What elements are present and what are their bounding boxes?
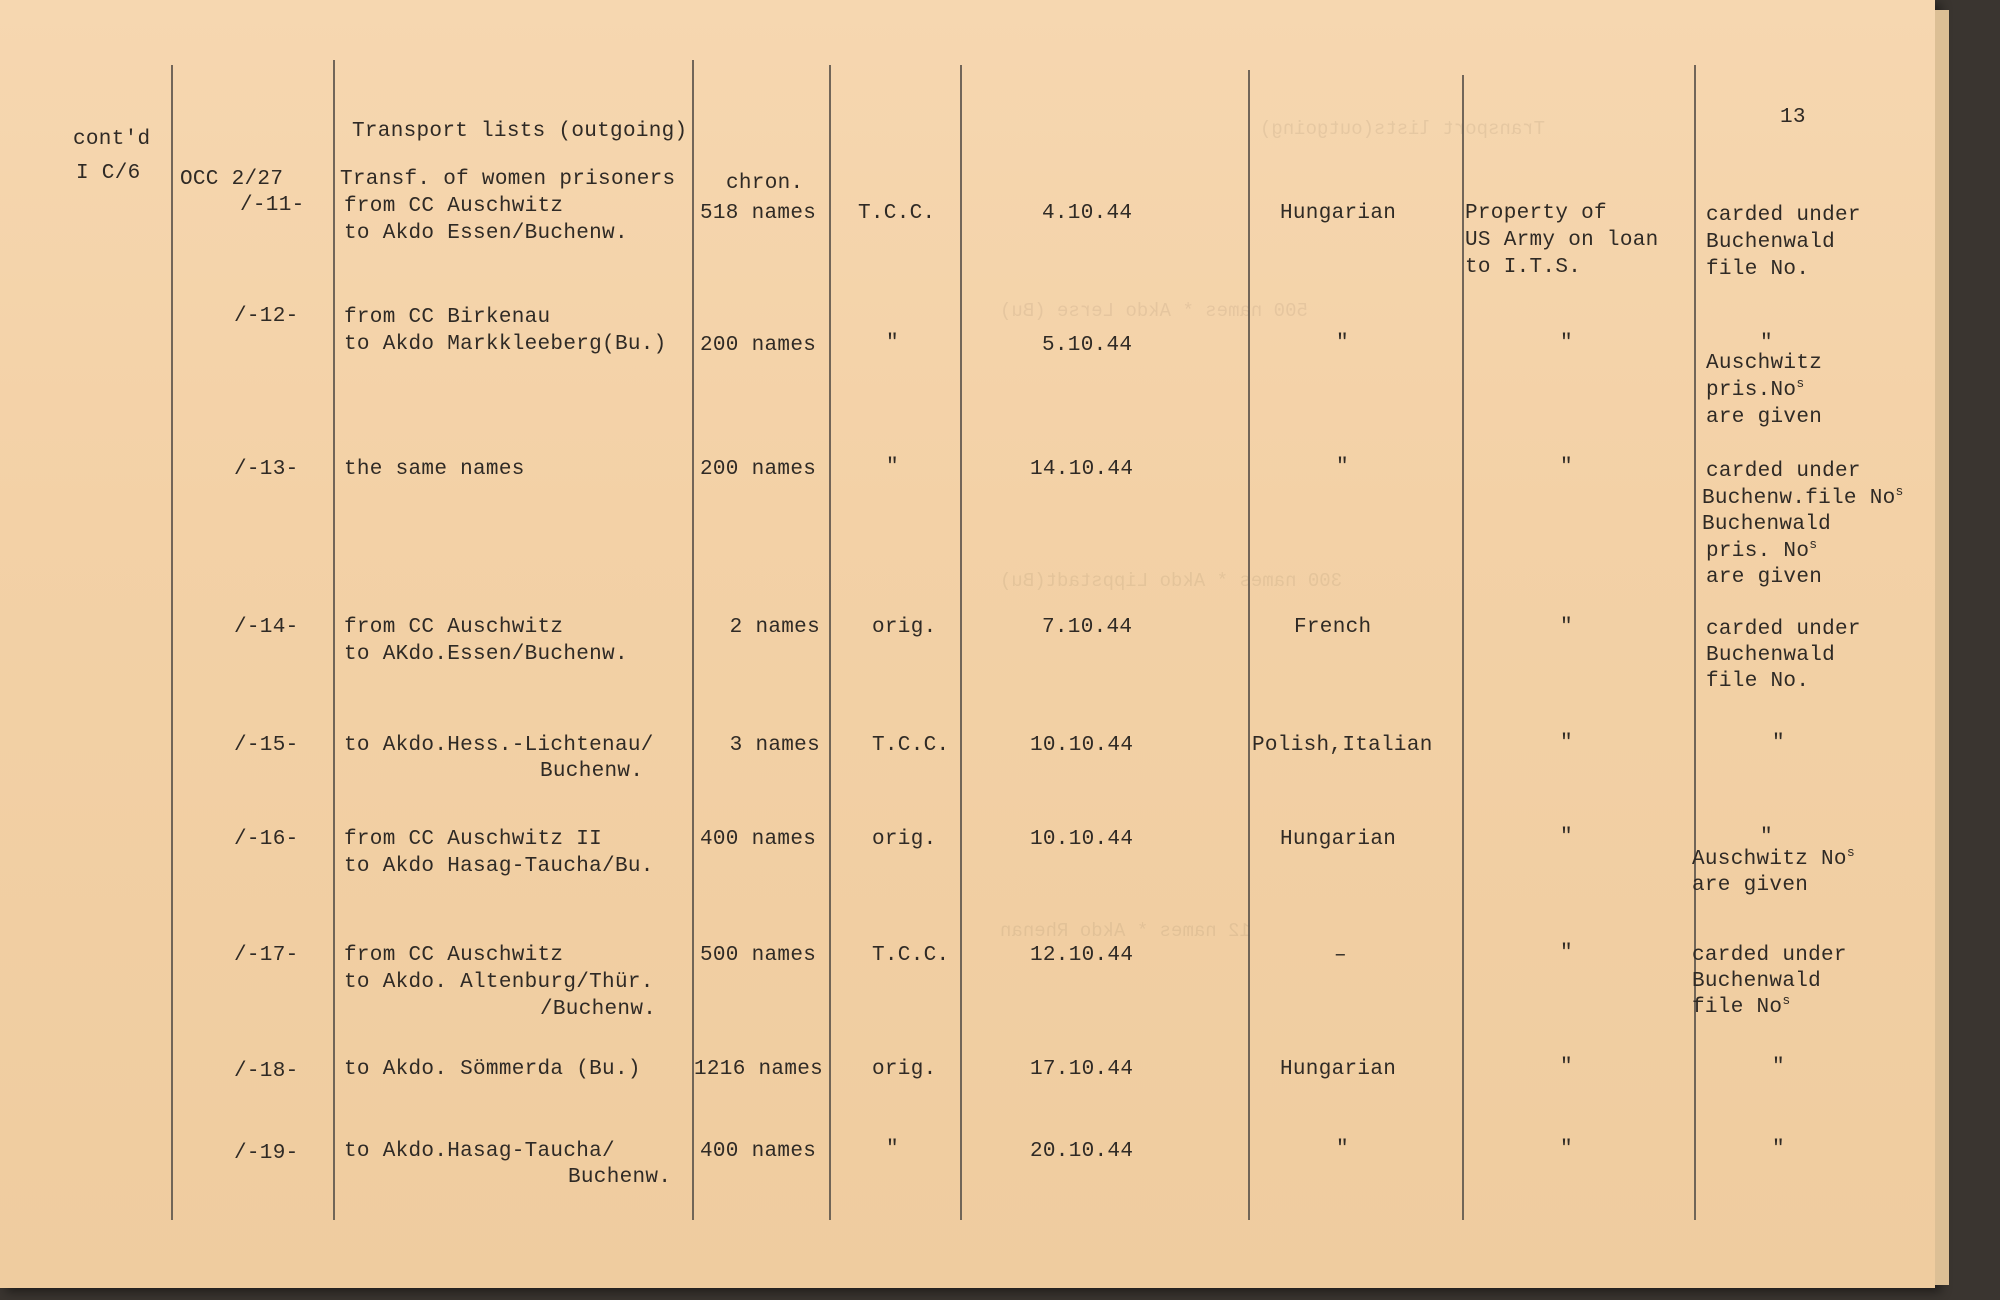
entry-remark: Auschwitz No$^s$ — [1692, 845, 1855, 871]
entry-kind: orig. — [872, 1058, 937, 1081]
entry-date: 10.10.44 — [1030, 828, 1134, 851]
entry-date: 12.10.44 — [1030, 944, 1134, 967]
entry-desc: to Akdo.Hasag-Taucha/ — [344, 1140, 615, 1163]
entry-property: " — [1560, 732, 1573, 755]
entry-nationality: Polish,Italian — [1252, 734, 1433, 757]
entry-date: 17.10.44 — [1030, 1058, 1134, 1081]
entry-desc: to Akdo. Altenburg/Thür. — [344, 971, 654, 994]
entry-remark: file No. — [1706, 258, 1810, 281]
entry-desc: to Akdo. Sömmerda (Bu.) — [344, 1058, 641, 1081]
entry-number: /-12- — [234, 305, 299, 328]
column-rule — [692, 60, 694, 1220]
entry-nationality: Hungarian — [1280, 1058, 1397, 1081]
entry-number: /-17- — [234, 944, 299, 967]
entry-desc: to AKdo.Essen/Buchenw. — [344, 643, 628, 666]
entry-date: 4.10.44 — [1042, 202, 1133, 225]
entry-number: /-18- — [234, 1060, 299, 1083]
page-edge — [1935, 10, 1949, 1285]
entry-nationality: " — [1336, 332, 1349, 355]
entry-kind: T.C.C. — [858, 202, 936, 225]
column-rule — [1462, 75, 1464, 1220]
entry-remark: " — [1760, 826, 1773, 849]
entry-remark: file No$^s$ — [1692, 993, 1791, 1019]
entry-desc: Buchenw. — [568, 1166, 672, 1189]
entry-date: 7.10.44 — [1042, 616, 1133, 639]
column-rule — [1694, 65, 1696, 1220]
document-page: Transport lists(outgoing) 500 names * Akdo Lerse (Bu) 300 names * Akdo Lippstadt(Bu) 12 names * Akdo Rhenan cont'd I C/6 13 OCC 2/27 Transport lists (outgoing) /-11- Transf. of women prisoners from CC Auschwitz to Akdo Essen/Buchenw. chron. 518 names T.C.C. 4.10.44 Hungarian Property of US Army on loan to I.T.S. carded under Buchenwald file No. /-12- from CC Birkenau to Akdo Markkleeberg(Bu.) 200 names " 5.10.44 " " " Auschwitz pris.No$^s$ are given /-13- the same names 200 names " 14.10.44 " " carded under Buchenw.file No$^s$ Buchenwald pris. No$^s$ are given /-14- from CC Auschwitz to AKdo.Essen/Buchenw. 2 names orig. 7.10.44 French " carded under Buchenwald file No. /-15- to Akdo.Hess.-Lichtenau/ Buchenw. 3 names T.C.C. 10.10.44 Polish,Italian " " /-16- from CC Auschwitz II to Akdo Hasag-Taucha/Bu. 400 names orig. 10.10.44 Hungarian " " Auschwitz No$^s$ are given /-17- from CC Auschwitz to Akdo. Altenburg/Thür. /Buchenw. 500 names T.C.C. 12.10.44 – " carded under Buchenwald file No$^s$ /-18- to Akdo. Sömmerda (Bu.) 1216 names orig. 17.10.44 Hungarian " " /-19- to Akdo.Hasag-Taucha/ Buchenw. 400 names " 20.10.44 " " " — [0, 0, 1935, 1288]
entry-property: to I.T.S. — [1465, 256, 1582, 279]
entry-kind: " — [886, 332, 899, 355]
entry-date: 10.10.44 — [1030, 734, 1134, 757]
entry-nationality: – — [1334, 944, 1347, 967]
entry-remark: Buchenwald — [1706, 231, 1836, 254]
entry-nationality: Hungarian — [1280, 202, 1397, 225]
page-number: 13 — [1780, 106, 1806, 129]
contd-label: cont'd — [73, 128, 151, 151]
entry-remark: Auschwitz — [1706, 352, 1823, 375]
entry-desc: the same names — [344, 458, 525, 481]
entry-kind: " — [886, 1138, 899, 1161]
entry-property: " — [1560, 1056, 1573, 1079]
entry-remark: " — [1772, 1138, 1785, 1161]
entry-kind: T.C.C. — [872, 944, 950, 967]
entry-remark: Buchenw.file No$^s$ — [1702, 484, 1904, 510]
entry-remark: " — [1760, 332, 1773, 355]
entry-number: /-16- — [234, 828, 299, 851]
column-rule — [1248, 70, 1250, 1220]
entry-remark: Buchenwald — [1692, 970, 1822, 993]
entry-nationality: French — [1294, 616, 1372, 639]
entry-number: /-19- — [234, 1142, 299, 1165]
entry-desc: to Akdo Essen/Buchenw. — [344, 222, 628, 245]
entry-property: " — [1560, 332, 1573, 355]
entry-property: " — [1560, 942, 1573, 965]
entry-names: 400 names — [700, 1140, 817, 1163]
entry-kind: orig. — [872, 828, 937, 851]
entry-remark: file No. — [1706, 670, 1810, 693]
column-rule — [960, 65, 962, 1220]
entry-desc: Transf. of women prisoners — [340, 168, 676, 191]
entry-remark: Buchenwald — [1702, 513, 1832, 536]
entry-nationality: Hungarian — [1280, 828, 1397, 851]
entry-remark: " — [1772, 732, 1785, 755]
entry-desc: /Buchenw. — [540, 998, 657, 1021]
entry-nationality: " — [1336, 456, 1349, 479]
entry-names: 500 names — [700, 944, 817, 967]
entry-remark: carded under — [1706, 618, 1861, 641]
entry-date: 20.10.44 — [1030, 1140, 1134, 1163]
entry-remark: are given — [1692, 874, 1809, 897]
entry-names-note: chron. — [726, 172, 804, 195]
column-rule — [171, 65, 173, 1220]
entry-desc: from CC Auschwitz II — [344, 828, 603, 851]
column-rule — [333, 60, 335, 1220]
entry-names: 200 names — [700, 334, 817, 357]
entry-number: /-14- — [234, 616, 299, 639]
entry-names: 1216 names — [694, 1058, 824, 1081]
entry-property: US Army on loan — [1465, 229, 1659, 252]
entry-remark: Buchenwald — [1706, 644, 1836, 667]
entry-desc: from CC Auschwitz — [344, 195, 564, 218]
entry-property: " — [1560, 1138, 1573, 1161]
entry-kind: " — [886, 456, 899, 479]
entry-names: 200 names — [700, 458, 817, 481]
entry-names: 3 names — [729, 734, 820, 757]
entry-property: Property of — [1465, 202, 1607, 225]
entry-property: " — [1560, 616, 1573, 639]
doc-group: OCC 2/27 — [180, 168, 284, 191]
entry-property: " — [1560, 456, 1573, 479]
entry-date: 14.10.44 — [1030, 458, 1134, 481]
entry-desc: to Akdo Markkleeberg(Bu.) — [344, 333, 667, 356]
entry-names: 400 names — [700, 828, 817, 851]
entry-names: 2 names — [729, 616, 820, 639]
entry-date: 5.10.44 — [1042, 334, 1133, 357]
entry-remark: are given — [1706, 406, 1823, 429]
entry-remark: pris.No$^s$ — [1706, 376, 1805, 402]
entry-remark: carded under — [1706, 204, 1861, 227]
column-title: Transport lists (outgoing) — [352, 120, 688, 143]
entry-remark: carded under — [1706, 460, 1861, 483]
entry-remark: pris. No$^s$ — [1706, 537, 1818, 563]
entry-nationality: " — [1336, 1138, 1349, 1161]
section-code: I C/6 — [76, 162, 141, 185]
entry-desc: from CC Auschwitz — [344, 616, 564, 639]
entry-desc: to Akdo Hasag-Taucha/Bu. — [344, 855, 654, 878]
entry-desc: from CC Auschwitz — [344, 944, 564, 967]
entry-desc: from CC Birkenau — [344, 306, 551, 329]
entry-remark: are given — [1706, 566, 1823, 589]
entry-number: /-13- — [234, 458, 299, 481]
entry-names: 518 names — [700, 202, 817, 225]
entry-kind: orig. — [872, 616, 937, 639]
entry-desc: Buchenw. — [540, 760, 644, 783]
entry-kind: T.C.C. — [872, 734, 950, 757]
entry-property: " — [1560, 826, 1573, 849]
entry-remark: " — [1772, 1056, 1785, 1079]
entry-desc: to Akdo.Hess.-Lichtenau/ — [344, 734, 654, 757]
column-rule — [829, 65, 831, 1220]
entry-number: /-11- — [240, 194, 305, 217]
entry-number: /-15- — [234, 734, 299, 757]
entry-remark: carded under — [1692, 944, 1847, 967]
